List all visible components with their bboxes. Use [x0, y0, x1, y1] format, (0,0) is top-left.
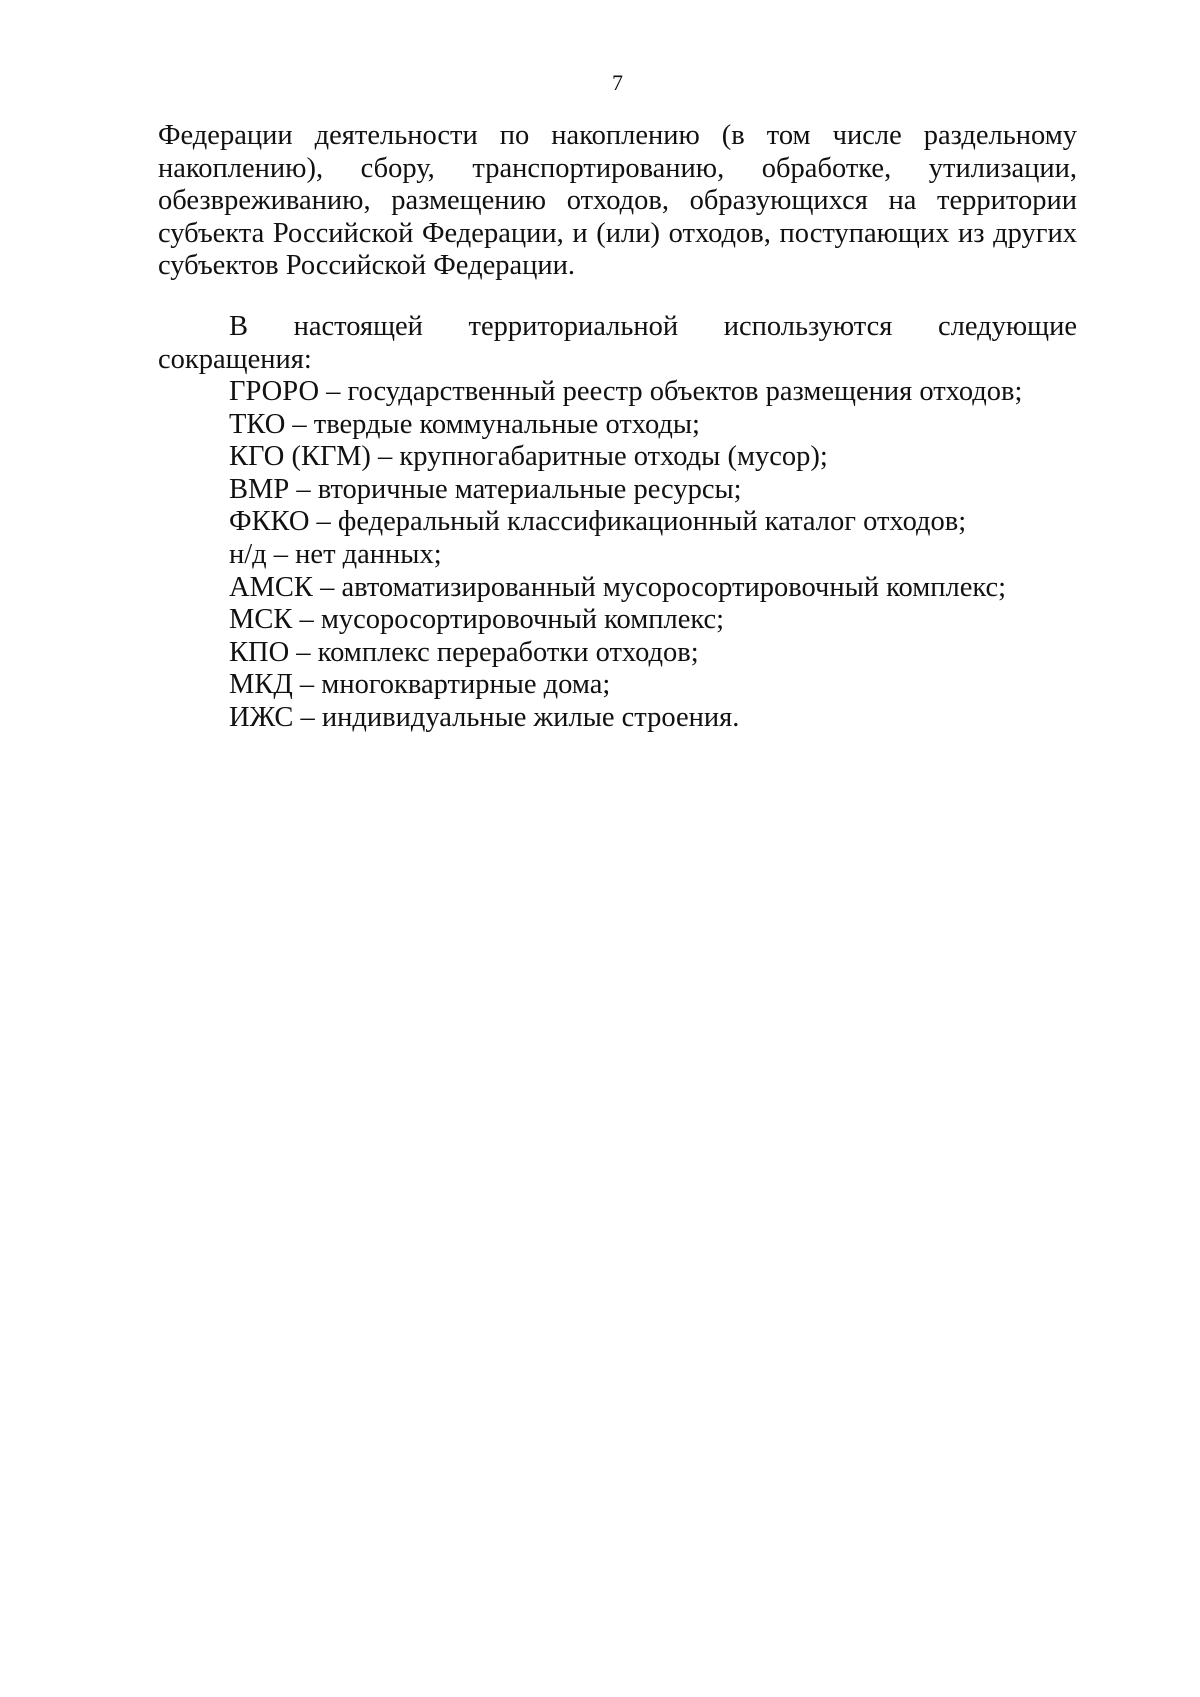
- list-item: ФККО – федеральный классификационный каталог отходов;: [229, 506, 967, 538]
- list-item: ИЖС – индивидуальные жилые строения.: [229, 701, 740, 733]
- paragraph-line: субъектов Российской Федерации.: [158, 250, 576, 281]
- paragraph-line: В настоящей территориальной используются следующие: [229, 311, 1077, 342]
- list-item: КПО – комплекс переработки отходов;: [229, 636, 699, 668]
- list-item: ВМР – вторичные материальные ресурсы;: [229, 473, 742, 505]
- paragraph-waste-activities: [158, 120, 1077, 283]
- paragraph-line: Федерации деятельности по накоплению (в том числе раздельному: [158, 120, 1077, 151]
- list-item: н/д – нет данных;: [229, 538, 442, 570]
- paragraph-line: субъекта Российской Федерации, и (или) отходов, поступающих из других: [158, 217, 1077, 249]
- page-number: 7: [612, 70, 623, 95]
- list-item: МКД – многоквартирные дома;: [229, 669, 611, 701]
- list-item: КГО (КГМ) – крупногабаритные отходы (мусор);: [229, 441, 828, 473]
- paragraph-line: обезвреживанию, размещению отходов, образующихся на территории: [158, 185, 1077, 216]
- list-item: АМСК – автоматизированный мусоросортировочный комплекс;: [229, 571, 1007, 603]
- abbreviations-list: [229, 376, 1022, 735]
- paragraph-line: сокращения:: [158, 343, 312, 375]
- paragraph-abbreviations-intro: [158, 311, 1077, 376]
- list-item: МСК – мусоросортировочный комплекс;: [229, 604, 725, 636]
- list-item: ТКО – твердые коммунальные отходы;: [229, 408, 700, 440]
- paragraph-line: накоплению), сбору, транспортированию, обработке, утилизации,: [158, 152, 1077, 184]
- list-item: ГРОРО – государственный реестр объектов размещения отходов;: [229, 376, 1023, 407]
